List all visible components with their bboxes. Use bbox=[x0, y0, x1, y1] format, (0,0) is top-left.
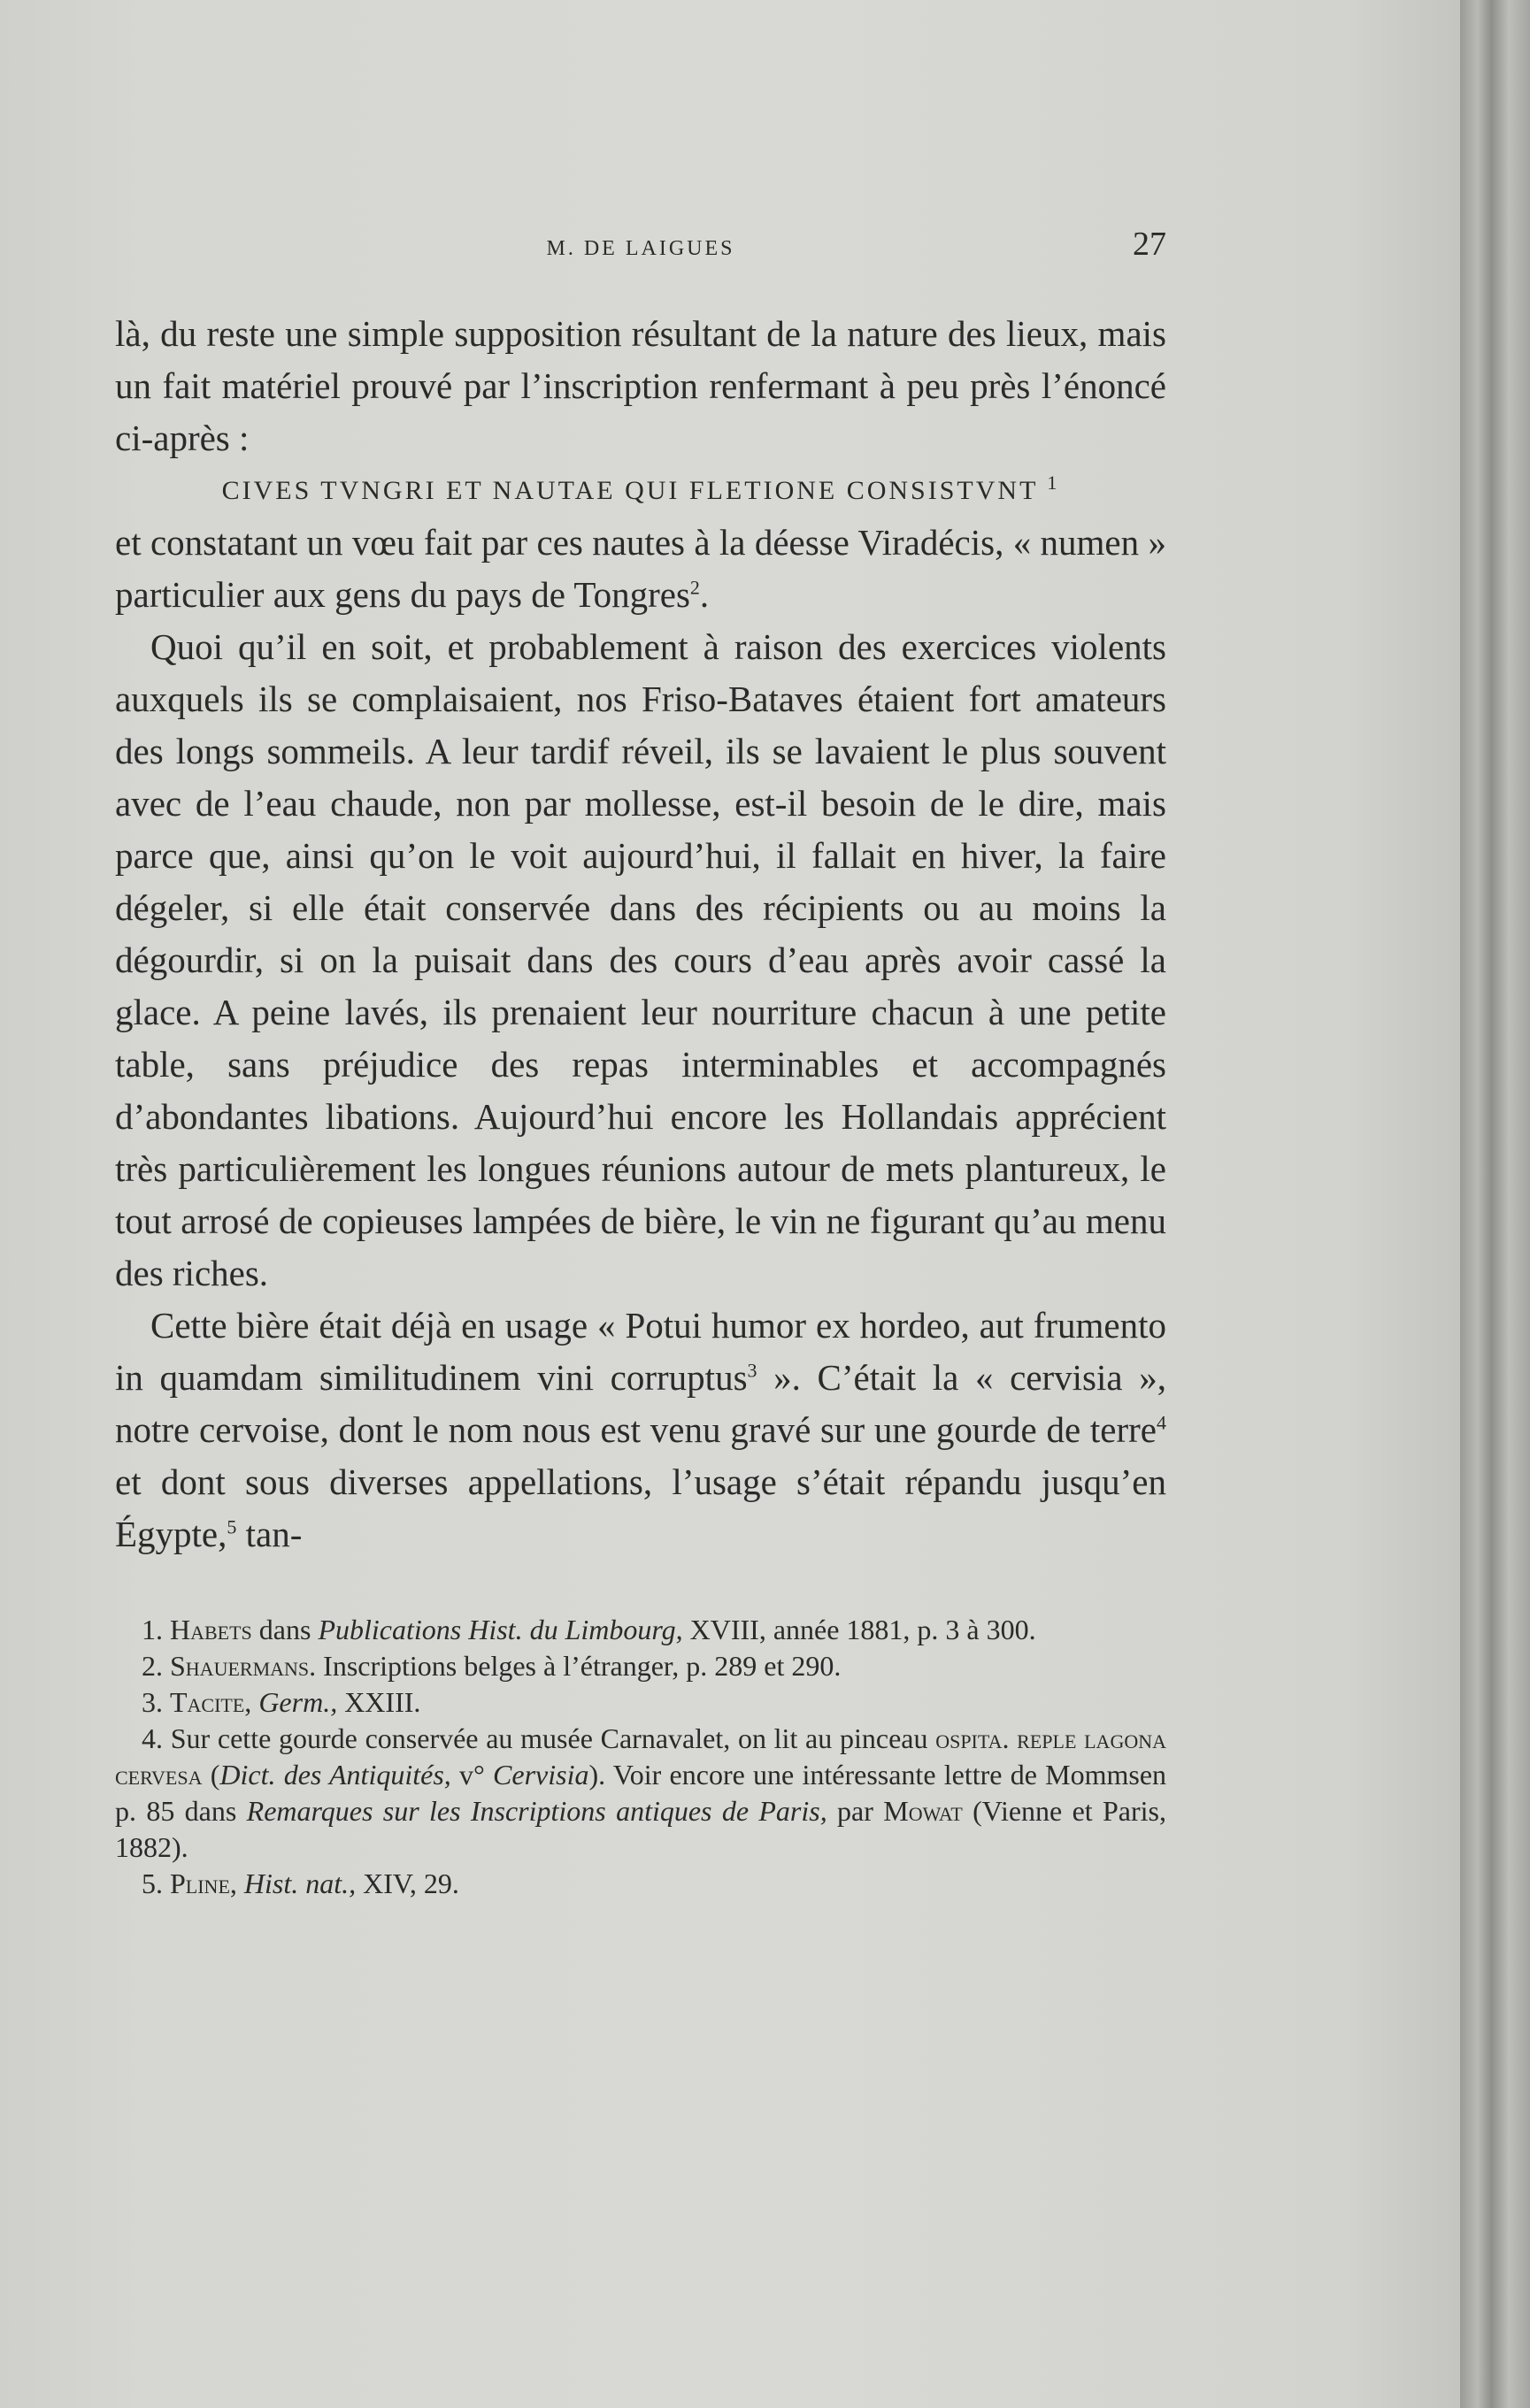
footnote-text: v° bbox=[450, 1759, 494, 1791]
footnote-5 bbox=[115, 1866, 1166, 1902]
inscription-text: CIVES TVNGRI ET NAUTAE QUI FLETIONE CONSISTVNT bbox=[221, 476, 1038, 505]
footnote-text: (Vienne et Paris, 1882). bbox=[115, 1795, 1167, 1863]
footnote-ref-3: 3 bbox=[747, 1359, 757, 1382]
footnote-ref-5: 5 bbox=[227, 1515, 237, 1538]
paragraph-1: là, du reste une simple supposition résultant de la nature des lieux, mais un fait matériel prouvé par l’inscription renfermant à peu près l’énoncé ci-après : bbox=[115, 313, 1166, 458]
footnote-title: Hist. nat., bbox=[236, 1867, 357, 1899]
book-spine-edge bbox=[1460, 0, 1530, 2408]
running-title: M. DE LAIGUES bbox=[546, 237, 735, 260]
footnote-title: Germ., bbox=[251, 1686, 338, 1718]
footnote-inscription: ospita. reple lagona cervesa bbox=[115, 1722, 1166, 1791]
footnote-ref-2: 2 bbox=[689, 576, 700, 599]
footnote-author: Shauermans. bbox=[170, 1650, 317, 1682]
paragraph-4-part-d: tan- bbox=[236, 1514, 303, 1554]
footnote-text: ( bbox=[202, 1759, 220, 1791]
footnote-author: Pline, bbox=[170, 1867, 237, 1899]
footnote-text: XVIII, année 1881, p. 3 à 300. bbox=[682, 1614, 1036, 1645]
footnote-ref-4: 4 bbox=[1157, 1411, 1166, 1434]
paragraph-4-part-b: ». C’était la « cervisia », notre cervoise, dont le nom nous est venu gravé sur une gourde de terre bbox=[115, 1357, 1166, 1450]
paragraph-4-part-a: Cette bière était déjà en usage « Potui humor ex hordeo, aut frumento in quamdam similitudinem vini corruptus bbox=[115, 1305, 1166, 1398]
footnote-text: dans bbox=[251, 1614, 319, 1645]
paragraph-2: et constatant un vœu fait par ces nautes à la déesse Viradécis, « numen » particulier aux gens du pays de Tongres$^2$. bbox=[115, 522, 1166, 615]
footnote-3 bbox=[115, 1684, 1166, 1721]
footnote-author: Tacite, bbox=[170, 1686, 252, 1718]
footnote-4 bbox=[115, 1721, 1166, 1866]
footnote-2 bbox=[115, 1648, 1166, 1684]
inscription bbox=[115, 464, 1166, 517]
footnote-title: Cervisia bbox=[493, 1759, 589, 1791]
footnote-text: Inscriptions belges à l’étranger, p. 289 et 290. bbox=[316, 1650, 842, 1682]
footnote-text: XIV, 29. bbox=[356, 1867, 459, 1899]
footnotes bbox=[115, 1612, 1166, 1902]
footnote-title: Publications Hist. du Limbourg, bbox=[318, 1614, 683, 1645]
footnote-ref-1: 1 bbox=[1047, 472, 1060, 494]
footnote-text: Sur cette gourde conservée au musée Carnavalet, on lit au pinceau bbox=[163, 1722, 936, 1754]
page-content bbox=[115, 212, 1166, 1902]
footnote-text: ). Voir encore une intéressante lettre de Mommsen p. 85 dans bbox=[115, 1759, 1167, 1827]
paragraph-4-part-c: et dont sous diverses appellations, l’usage s’était répandu jusqu’en Égypte, bbox=[115, 1461, 1166, 1554]
footnote-author: Mowat bbox=[883, 1795, 963, 1827]
footnote-number: 4. bbox=[142, 1722, 163, 1754]
footnote-title: Dict. des Antiquités, bbox=[219, 1759, 451, 1791]
paragraph-4 bbox=[115, 1300, 1166, 1561]
paragraph-3: Quoi qu’il en soit, et probablement à raison des exercices violents auxquels ils se complaisaient, nos Friso-Bataves étaient fort amateurs des longs sommeils. A leur tardif réveil, ils se lavaient le plus souvent avec de l’eau chaude, non par mollesse, est-il besoin de le dire, mais parce que, ainsi qu’on le voit aujourd’hui, il fallait en hiver, la faire dégeler, si elle était conservée dans des récipients ou au moins la dégourdir, si on la puisait dans des cours d’eau après avoir cassé la glace. A peine lavés, ils prenaient leur nourriture chacun à une petite table, sans préjudice des repas interminables et accompagnés d’abondantes libations. Aujourd’hui encore les Hollandais apprécient très particulièrement les longues réunions autour de mets plantureux, le tout arrosé de copieuses lampées de bière, le vin ne figurant qu’au menu des riches. bbox=[115, 626, 1166, 1293]
running-head bbox=[115, 212, 1166, 265]
footnote-author: Habets bbox=[170, 1614, 252, 1645]
footnote-number: 2. bbox=[142, 1650, 163, 1682]
footnote-text: XXIII. bbox=[337, 1686, 421, 1718]
page-number: 27 bbox=[1133, 226, 1166, 263]
footnote-number: 1. bbox=[142, 1614, 163, 1645]
footnote-1 bbox=[115, 1612, 1166, 1648]
footnote-text: par bbox=[827, 1795, 884, 1827]
footnote-number: 5. bbox=[142, 1867, 163, 1899]
footnote-title: Remarques sur les Inscriptions antiques de Paris, bbox=[246, 1795, 827, 1827]
body-text bbox=[115, 308, 1166, 1561]
footnote-number: 3. bbox=[142, 1686, 163, 1718]
paragraph-2-text: et constatant un vœu fait par ces nautes à la déesse Viradécis, « numen » particulier aux gens du pays de Tongres bbox=[115, 522, 1166, 615]
